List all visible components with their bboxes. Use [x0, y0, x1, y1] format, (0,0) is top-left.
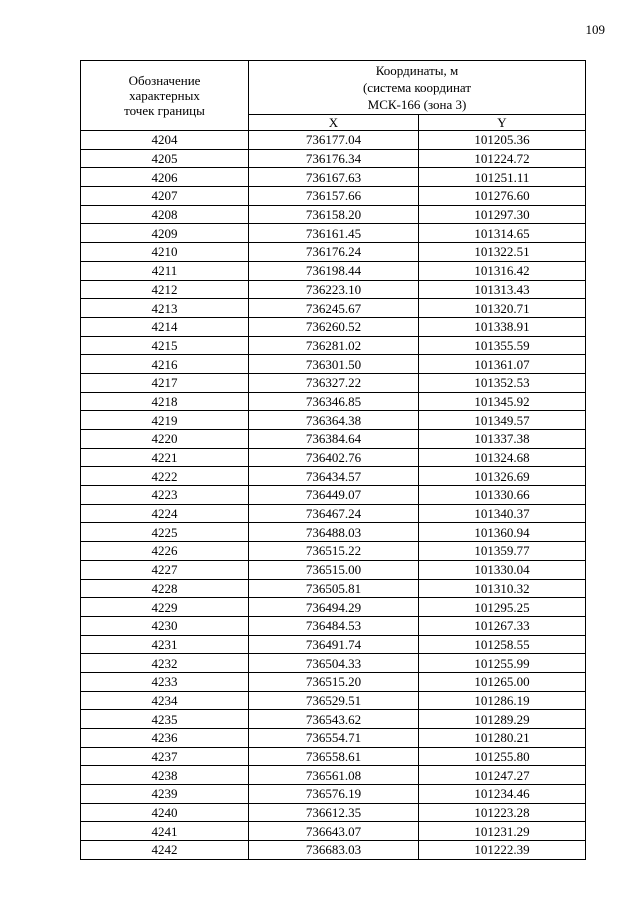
table-row [81, 187, 586, 206]
x-coordinate-cell: 736515.20 [249, 672, 419, 691]
y-coordinate-cell: 101322.51 [419, 243, 586, 262]
table-row [81, 392, 586, 411]
point-id-cell: 4217 [81, 373, 249, 392]
y-coordinate-cell: 101255.80 [419, 747, 586, 766]
table-row [81, 317, 586, 336]
y-coordinate-cell: 101359.77 [419, 542, 586, 561]
table-row [81, 672, 586, 691]
x-coordinate-cell: 736683.03 [249, 841, 419, 860]
point-id-cell: 4220 [81, 430, 249, 449]
y-coordinate-cell: 101330.04 [419, 560, 586, 579]
y-coordinate-cell: 101289.29 [419, 710, 586, 729]
y-coordinate-cell: 101265.00 [419, 672, 586, 691]
y-coordinate-cell: 101297.30 [419, 205, 586, 224]
y-coordinate-cell: 101349.57 [419, 411, 586, 430]
point-id-cell: 4238 [81, 766, 249, 785]
y-coordinate-cell: 101251.11 [419, 168, 586, 187]
x-coordinate-cell: 736364.38 [249, 411, 419, 430]
y-coordinate-cell: 101337.38 [419, 430, 586, 449]
y-coordinate-cell: 101224.72 [419, 149, 586, 168]
header-coordinates [249, 61, 586, 115]
table-row [81, 205, 586, 224]
y-coordinate-cell: 101280.21 [419, 729, 586, 748]
x-coordinate-cell: 736449.07 [249, 486, 419, 505]
x-coordinate-cell: 736301.50 [249, 355, 419, 374]
header-point-line-2: характерных [129, 88, 200, 103]
y-coordinate-cell: 101231.29 [419, 822, 586, 841]
y-coordinate-cell: 101222.39 [419, 841, 586, 860]
table-row [81, 373, 586, 392]
y-coordinate-cell: 101314.65 [419, 224, 586, 243]
x-coordinate-cell: 736198.44 [249, 261, 419, 280]
table-row [81, 355, 586, 374]
point-id-cell: 4231 [81, 635, 249, 654]
coordinates-table [80, 60, 586, 860]
point-id-cell: 4229 [81, 598, 249, 617]
point-id-cell: 4241 [81, 822, 249, 841]
point-id-cell: 4230 [81, 616, 249, 635]
x-coordinate-cell: 736554.71 [249, 729, 419, 748]
x-coordinate-cell: 736484.53 [249, 616, 419, 635]
x-coordinate-cell: 736467.24 [249, 504, 419, 523]
table-row [81, 654, 586, 673]
x-coordinate-cell: 736515.00 [249, 560, 419, 579]
table-row [81, 430, 586, 449]
table-row [81, 729, 586, 748]
y-coordinate-cell: 101234.46 [419, 785, 586, 804]
header-y: Y [419, 115, 586, 131]
table-row [81, 635, 586, 654]
x-coordinate-cell: 736245.67 [249, 299, 419, 318]
x-coordinate-cell: 736561.08 [249, 766, 419, 785]
point-id-cell: 4211 [81, 261, 249, 280]
table-row [81, 822, 586, 841]
x-coordinate-cell: 736346.85 [249, 392, 419, 411]
point-id-cell: 4223 [81, 486, 249, 505]
header-point-line-1: Обозначение [128, 73, 201, 88]
point-id-cell: 4221 [81, 448, 249, 467]
x-coordinate-cell: 736158.20 [249, 205, 419, 224]
table-row [81, 149, 586, 168]
y-coordinate-cell: 101267.33 [419, 616, 586, 635]
x-coordinate-cell: 736434.57 [249, 467, 419, 486]
table-row [81, 579, 586, 598]
x-coordinate-cell: 736504.33 [249, 654, 419, 673]
table-row [81, 691, 586, 710]
x-coordinate-cell: 736157.66 [249, 187, 419, 206]
table-row [81, 131, 586, 150]
x-coordinate-cell: 736223.10 [249, 280, 419, 299]
table-row [81, 486, 586, 505]
table-row [81, 841, 586, 860]
point-id-cell: 4206 [81, 168, 249, 187]
y-coordinate-cell: 101345.92 [419, 392, 586, 411]
y-coordinate-cell: 101324.68 [419, 448, 586, 467]
x-coordinate-cell: 736558.61 [249, 747, 419, 766]
table-row [81, 168, 586, 187]
point-id-cell: 4228 [81, 579, 249, 598]
point-id-cell: 4210 [81, 243, 249, 262]
y-coordinate-cell: 101258.55 [419, 635, 586, 654]
y-coordinate-cell: 101316.42 [419, 261, 586, 280]
header-coords-line-2: (система координат [362, 80, 472, 95]
table-row [81, 504, 586, 523]
table-row [81, 598, 586, 617]
x-coordinate-cell: 736327.22 [249, 373, 419, 392]
table-row [81, 261, 586, 280]
point-id-cell: 4239 [81, 785, 249, 804]
table-row [81, 560, 586, 579]
point-id-cell: 4209 [81, 224, 249, 243]
point-id-cell: 4216 [81, 355, 249, 374]
x-coordinate-cell: 736176.24 [249, 243, 419, 262]
y-coordinate-cell: 101255.99 [419, 654, 586, 673]
table-row [81, 411, 586, 430]
table-row [81, 785, 586, 804]
x-coordinate-cell: 736260.52 [249, 317, 419, 336]
point-id-cell: 4225 [81, 523, 249, 542]
point-id-cell: 4208 [81, 205, 249, 224]
table-row [81, 243, 586, 262]
y-coordinate-cell: 101361.07 [419, 355, 586, 374]
table-row [81, 803, 586, 822]
x-coordinate-cell: 736505.81 [249, 579, 419, 598]
point-id-cell: 4214 [81, 317, 249, 336]
point-id-cell: 4232 [81, 654, 249, 673]
table-row [81, 299, 586, 318]
x-coordinate-cell: 736161.45 [249, 224, 419, 243]
point-id-cell: 4213 [81, 299, 249, 318]
y-coordinate-cell: 101360.94 [419, 523, 586, 542]
point-id-cell: 4227 [81, 560, 249, 579]
y-coordinate-cell: 101286.19 [419, 691, 586, 710]
y-coordinate-cell: 101320.71 [419, 299, 586, 318]
x-coordinate-cell: 736491.74 [249, 635, 419, 654]
table-row [81, 616, 586, 635]
table-body [81, 131, 586, 860]
point-id-cell: 4237 [81, 747, 249, 766]
point-id-cell: 4224 [81, 504, 249, 523]
page-number: 109 [585, 22, 605, 37]
y-coordinate-cell: 101355.59 [419, 336, 586, 355]
x-coordinate-cell: 736576.19 [249, 785, 419, 804]
table-row [81, 523, 586, 542]
x-coordinate-cell: 736384.64 [249, 430, 419, 449]
x-coordinate-cell: 736529.51 [249, 691, 419, 710]
y-coordinate-cell: 101276.60 [419, 187, 586, 206]
point-id-cell: 4218 [81, 392, 249, 411]
y-coordinate-cell: 101310.32 [419, 579, 586, 598]
table-row [81, 710, 586, 729]
y-coordinate-cell: 101223.28 [419, 803, 586, 822]
table-row [81, 280, 586, 299]
point-id-cell: 4212 [81, 280, 249, 299]
table-row [81, 542, 586, 561]
point-id-cell: 4235 [81, 710, 249, 729]
point-id-cell: 4226 [81, 542, 249, 561]
y-coordinate-cell: 101295.25 [419, 598, 586, 617]
point-id-cell: 4207 [81, 187, 249, 206]
point-id-cell: 4242 [81, 841, 249, 860]
table-row [81, 336, 586, 355]
point-id-cell: 4205 [81, 149, 249, 168]
y-coordinate-cell: 101340.37 [419, 504, 586, 523]
header-coords-line-1: Координаты, м [375, 63, 459, 78]
point-id-cell: 4240 [81, 803, 249, 822]
y-coordinate-cell: 101247.27 [419, 766, 586, 785]
x-coordinate-cell: 736643.07 [249, 822, 419, 841]
table-row [81, 467, 586, 486]
x-coordinate-cell: 736281.02 [249, 336, 419, 355]
y-coordinate-cell: 101205.36 [419, 131, 586, 150]
point-id-cell: 4236 [81, 729, 249, 748]
point-id-cell: 4233 [81, 672, 249, 691]
x-coordinate-cell: 736177.04 [249, 131, 419, 150]
y-coordinate-cell: 101352.53 [419, 373, 586, 392]
header-coords-line-3: МСК-166 (зона 3) [367, 97, 467, 112]
table-row [81, 766, 586, 785]
x-coordinate-cell: 736612.35 [249, 803, 419, 822]
header-point-designation [81, 61, 249, 131]
point-id-cell: 4234 [81, 691, 249, 710]
x-coordinate-cell: 736543.62 [249, 710, 419, 729]
y-coordinate-cell: 101338.91 [419, 317, 586, 336]
x-coordinate-cell: 736402.76 [249, 448, 419, 467]
point-id-cell: 4215 [81, 336, 249, 355]
x-coordinate-cell: 736167.63 [249, 168, 419, 187]
x-coordinate-cell: 736494.29 [249, 598, 419, 617]
point-id-cell: 4219 [81, 411, 249, 430]
table-row [81, 224, 586, 243]
x-coordinate-cell: 736488.03 [249, 523, 419, 542]
table-row [81, 448, 586, 467]
point-id-cell: 4222 [81, 467, 249, 486]
x-coordinate-cell: 736176.34 [249, 149, 419, 168]
x-coordinate-cell: 736515.22 [249, 542, 419, 561]
table-row [81, 747, 586, 766]
y-coordinate-cell: 101330.66 [419, 486, 586, 505]
table-header [81, 61, 586, 131]
header-point-line-3: точек границы [124, 103, 205, 118]
y-coordinate-cell: 101326.69 [419, 467, 586, 486]
point-id-cell: 4204 [81, 131, 249, 150]
header-x: X [249, 115, 419, 131]
y-coordinate-cell: 101313.43 [419, 280, 586, 299]
